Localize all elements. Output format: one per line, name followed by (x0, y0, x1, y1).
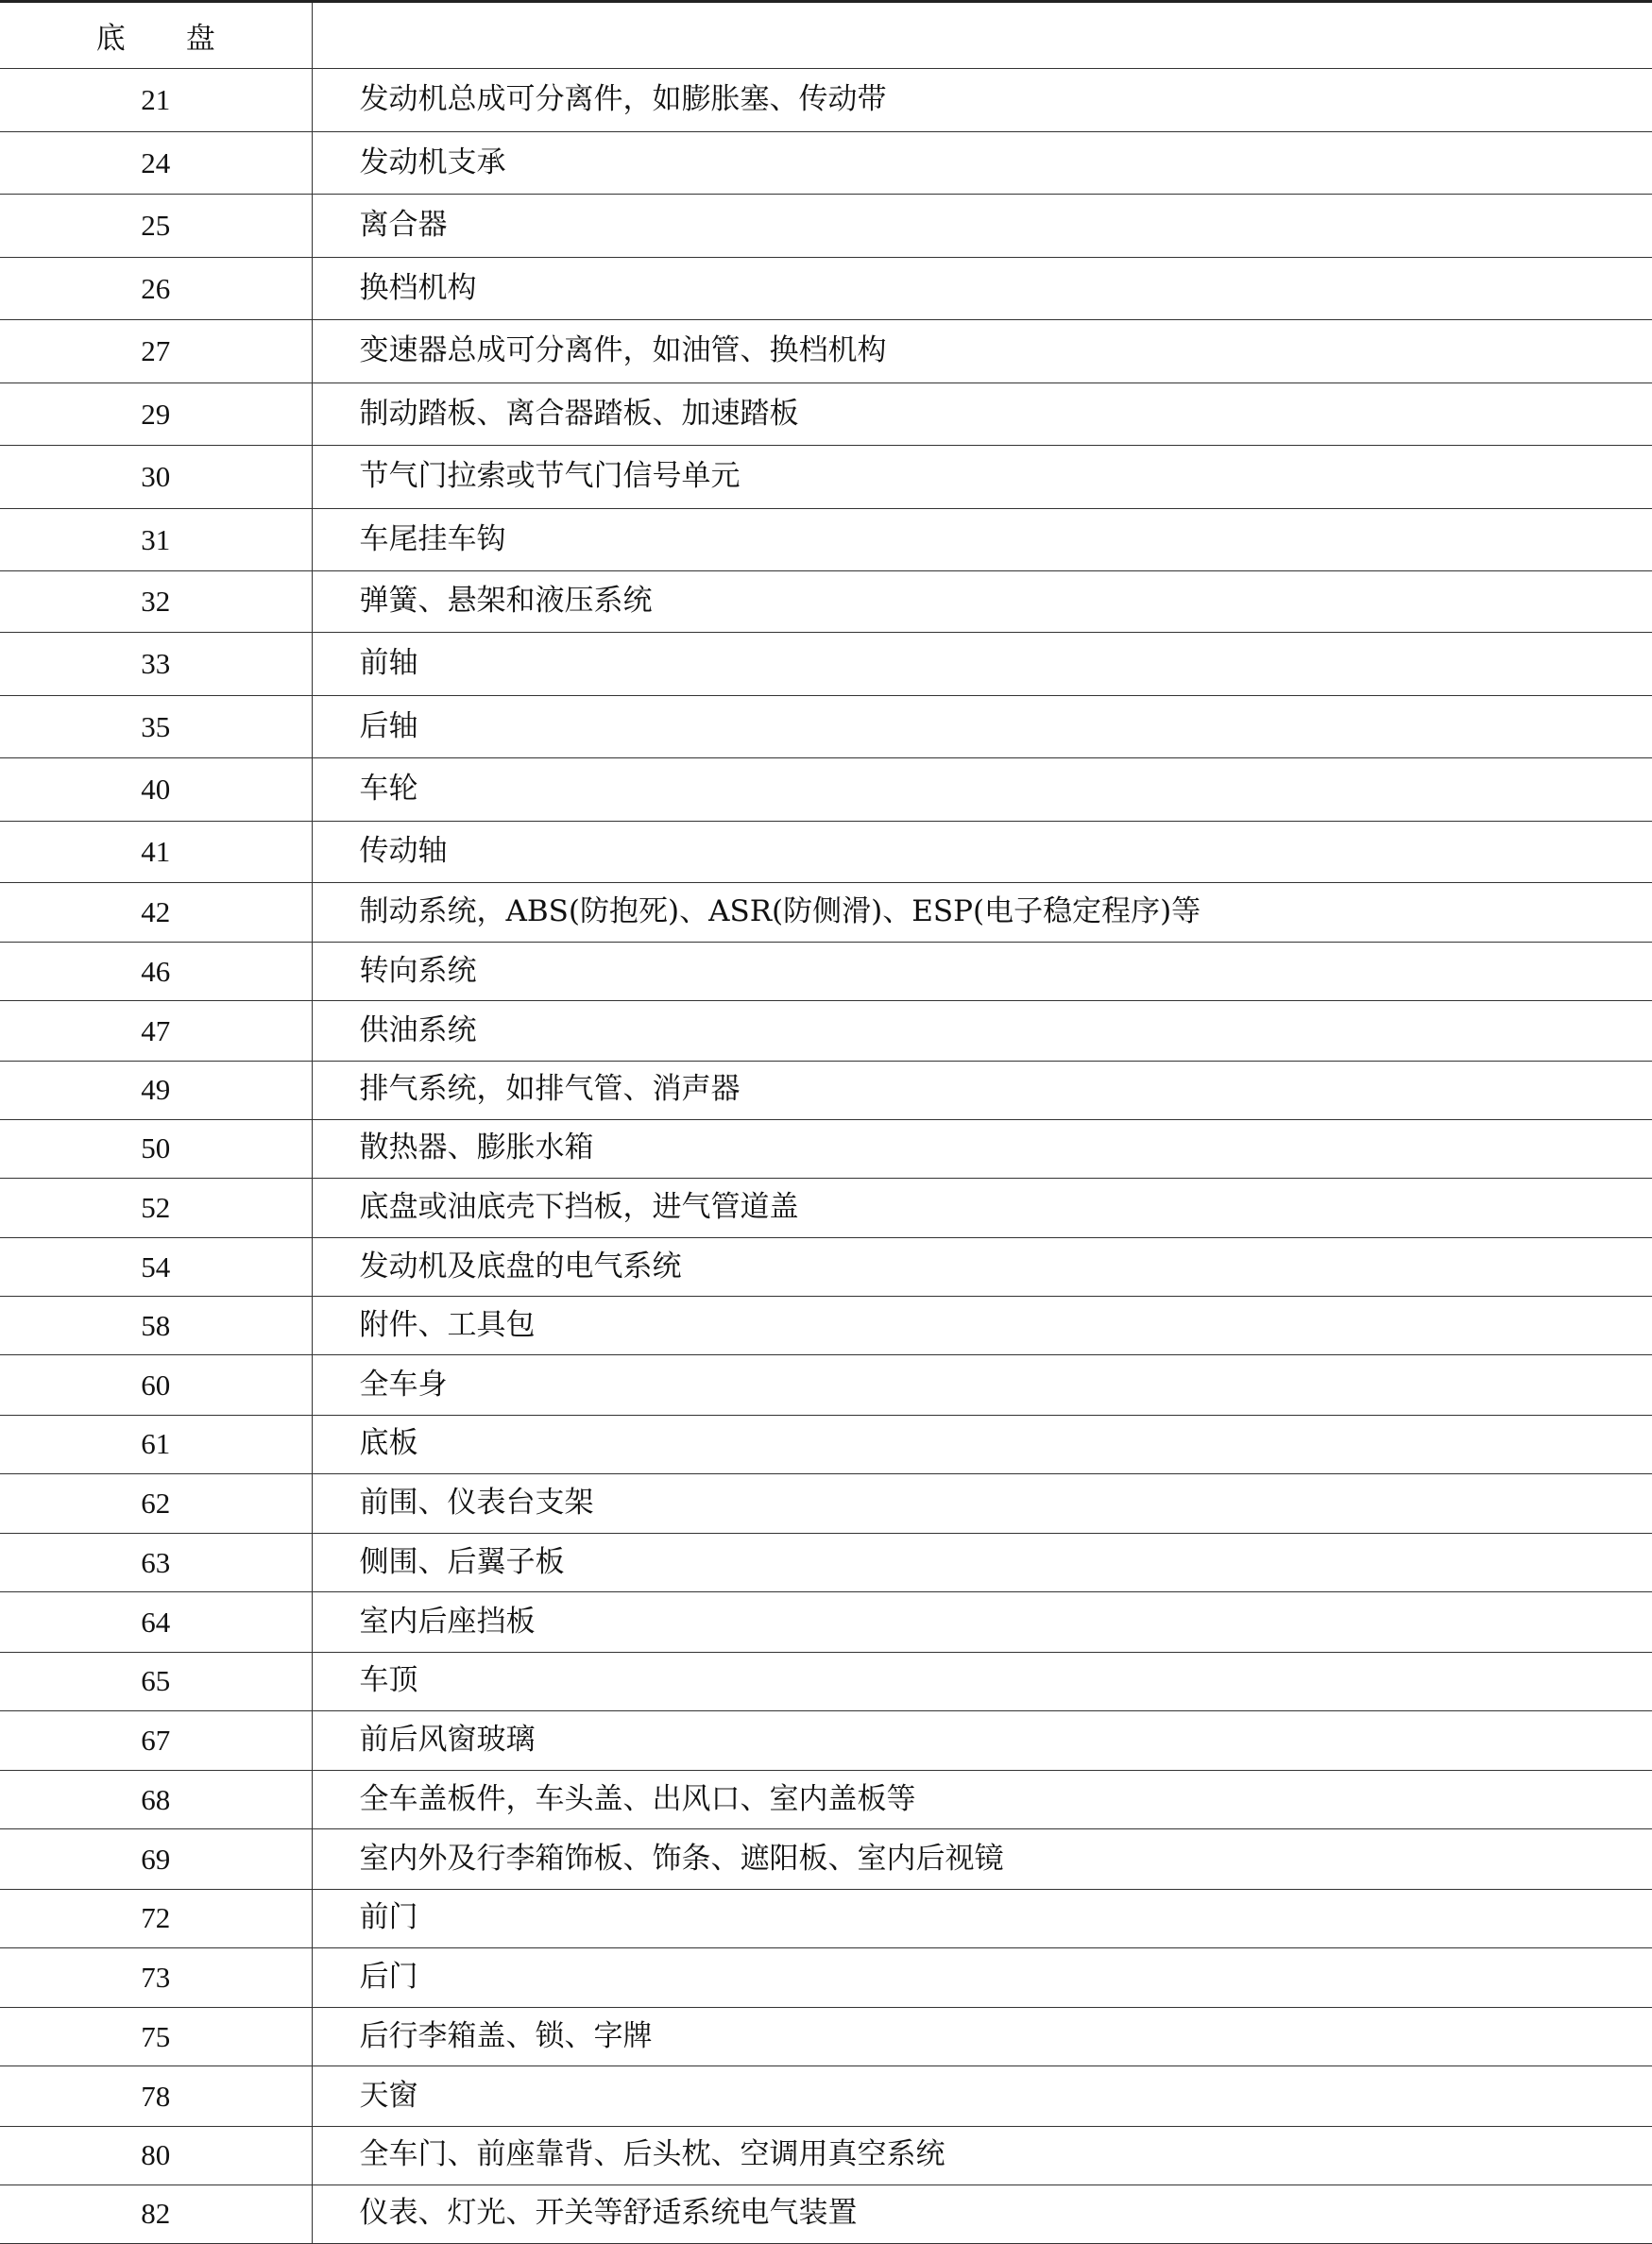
row-description-cell: 后轴 (312, 695, 1652, 758)
row-code-cell: 72 (0, 1889, 312, 1947)
row-code-cell: 26 (0, 257, 312, 320)
table-row (0, 2184, 1652, 2243)
row-description-cell: 节气门拉索或节气门信号单元 (312, 446, 1652, 509)
row-description-cell: 弹簧、悬架和液压系统 (312, 571, 1652, 633)
row-code-cell: 40 (0, 758, 312, 822)
row-description-cell: 换档机构 (312, 257, 1652, 320)
row-code-cell: 33 (0, 633, 312, 696)
table-row (0, 695, 1652, 758)
table-row (0, 758, 1652, 822)
header-char-left: 底 (95, 22, 126, 56)
row-description-cell: 传动轴 (312, 821, 1652, 882)
table-row (0, 1947, 1652, 2008)
header-description-cell (312, 2, 1652, 69)
table-row (0, 382, 1652, 446)
row-code-cell: 27 (0, 320, 312, 383)
row-description-cell: 前围、仪表台支架 (312, 1473, 1652, 1534)
row-description-cell: 后门 (312, 1947, 1652, 2008)
row-code-cell: 78 (0, 2066, 312, 2127)
table-row (0, 1415, 1652, 1473)
table-row (0, 1473, 1652, 1534)
table-row (0, 1238, 1652, 1297)
row-description-cell: 散热器、膨胀水箱 (312, 1119, 1652, 1178)
row-description-cell: 仪表、灯光、开关等舒适系统电气装置 (312, 2184, 1652, 2243)
table-row (0, 2008, 1652, 2066)
table-row (0, 633, 1652, 696)
row-code-cell: 25 (0, 195, 312, 258)
table-row (0, 1889, 1652, 1947)
row-code-cell: 29 (0, 382, 312, 446)
row-code-cell: 73 (0, 1947, 312, 2008)
row-code-cell: 63 (0, 1534, 312, 1592)
row-description-cell: 室内外及行李箱饰板、饰条、遮阳板、室内后视镜 (312, 1829, 1652, 1890)
row-code-cell: 31 (0, 508, 312, 571)
row-code-cell: 82 (0, 2184, 312, 2243)
row-description-cell: 前后风窗玻璃 (312, 1710, 1652, 1771)
table-row (0, 1355, 1652, 1416)
row-description-cell: 排气系统，如排气管、消声器 (312, 1061, 1652, 1119)
table-row (0, 508, 1652, 571)
row-code-cell: 62 (0, 1473, 312, 1534)
row-description-cell: 侧围、后翼子板 (312, 1534, 1652, 1592)
row-description-cell: 制动踏板、离合器踏板、加速踏板 (312, 382, 1652, 446)
table-row (0, 320, 1652, 383)
header-char-right: 盘 (185, 22, 215, 56)
table-row (0, 1534, 1652, 1592)
row-code-cell: 41 (0, 821, 312, 882)
row-code-cell: 50 (0, 1119, 312, 1178)
row-code-cell: 49 (0, 1061, 312, 1119)
row-code-cell: 54 (0, 1238, 312, 1297)
table-row (0, 446, 1652, 509)
table-row (0, 1652, 1652, 1710)
row-description-cell: 变速器总成可分离件，如油管、换档机构 (312, 320, 1652, 383)
table-row (0, 1771, 1652, 1829)
table-row (0, 2126, 1652, 2184)
row-code-cell: 46 (0, 943, 312, 1001)
row-code-cell: 80 (0, 2126, 312, 2184)
row-code-cell: 21 (0, 69, 312, 132)
row-description-cell: 车轮 (312, 758, 1652, 822)
row-description-cell: 前轴 (312, 633, 1652, 696)
row-code-cell: 69 (0, 1829, 312, 1890)
row-description-cell: 底板 (312, 1415, 1652, 1473)
header-category-cell (0, 2, 312, 69)
row-description-cell: 转向系统 (312, 943, 1652, 1001)
table-row (0, 1297, 1652, 1355)
row-description-cell: 车顶 (312, 1652, 1652, 1710)
row-description-cell: 后行李箱盖、锁、字牌 (312, 2008, 1652, 2066)
row-description-cell: 附件、工具包 (312, 1297, 1652, 1355)
table-body (0, 2, 1652, 2244)
table-row (0, 1001, 1652, 1062)
row-description-cell: 车尾挂车钩 (312, 508, 1652, 571)
table-row (0, 2066, 1652, 2127)
row-code-cell: 58 (0, 1297, 312, 1355)
row-description-cell: 前门 (312, 1889, 1652, 1947)
table-row (0, 131, 1652, 195)
row-description-cell: 全车门、前座靠背、后头枕、空调用真空系统 (312, 2126, 1652, 2184)
table-row (0, 1710, 1652, 1771)
row-code-cell: 60 (0, 1355, 312, 1416)
table-row (0, 571, 1652, 633)
table-row (0, 1119, 1652, 1178)
table-row (0, 257, 1652, 320)
row-code-cell: 47 (0, 1001, 312, 1062)
row-code-cell: 52 (0, 1178, 312, 1238)
row-description-cell: 发动机支承 (312, 131, 1652, 195)
table-row (0, 195, 1652, 258)
table-row (0, 1592, 1652, 1653)
table-row (0, 1829, 1652, 1890)
row-code-cell: 64 (0, 1592, 312, 1653)
row-description-cell: 室内后座挡板 (312, 1592, 1652, 1653)
table-row (0, 882, 1652, 943)
row-description-cell: 天窗 (312, 2066, 1652, 2127)
row-description-cell: 离合器 (312, 195, 1652, 258)
row-description-cell: 发动机及底盘的电气系统 (312, 1238, 1652, 1297)
row-code-cell: 30 (0, 446, 312, 509)
row-code-cell: 65 (0, 1652, 312, 1710)
row-description-cell: 全车盖板件，车头盖、出风口、室内盖板等 (312, 1771, 1652, 1829)
row-description-cell: 制动系统，ABS(防抱死)、ASR(防侧滑)、ESP(电子稳定程序)等 (312, 882, 1652, 943)
row-code-cell: 61 (0, 1415, 312, 1473)
table-row (0, 69, 1652, 132)
row-code-cell: 24 (0, 131, 312, 195)
row-code-cell: 68 (0, 1771, 312, 1829)
row-description-cell: 底盘或油底壳下挡板，进气管道盖 (312, 1178, 1652, 1238)
row-description-cell: 发动机总成可分离件，如膨胀塞、传动带 (312, 69, 1652, 132)
table-row (0, 943, 1652, 1001)
row-code-cell: 32 (0, 571, 312, 633)
table-row (0, 1178, 1652, 1238)
row-code-cell: 75 (0, 2008, 312, 2066)
row-code-cell: 42 (0, 882, 312, 943)
table-row (0, 1061, 1652, 1119)
table-header-row (0, 2, 1652, 69)
row-description-cell: 供油系统 (312, 1001, 1652, 1062)
row-code-cell: 67 (0, 1710, 312, 1771)
row-code-cell: 35 (0, 695, 312, 758)
table-row (0, 821, 1652, 882)
row-description-cell: 全车身 (312, 1355, 1652, 1416)
